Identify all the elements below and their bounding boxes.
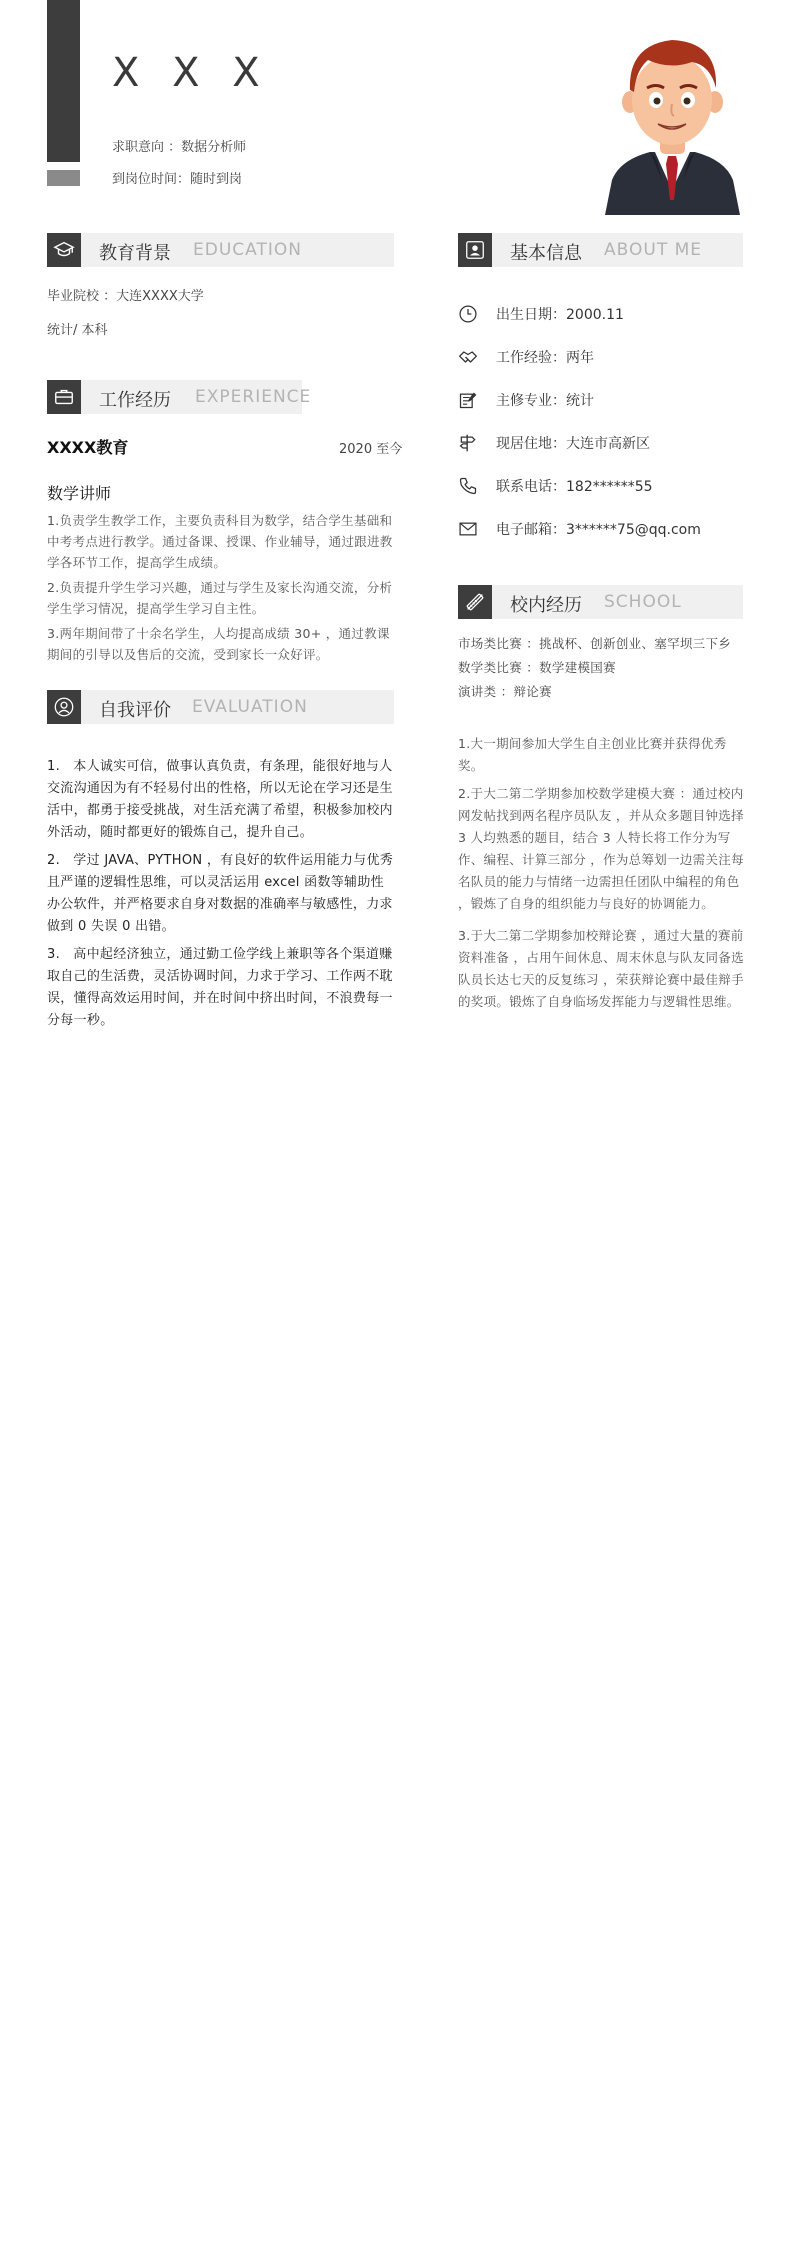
header-grey-bar: [47, 170, 80, 186]
about-row-text: 现居住地：大连市高新区: [496, 436, 650, 452]
work-duties: [47, 510, 395, 665]
work-section-header: [47, 380, 312, 414]
phone-icon: [458, 476, 478, 496]
section-title-cn: 自我评价: [99, 700, 171, 721]
evaluation-item: 1. 本人诚实可信，做事认真负责，有条理，能很好地与人交流沟通因为有不轻易付出的性格，所以无论在学习还是生活中，都勇于接受挑战，对生活充满了希望，积极参加校内外活动，随时都更好的锻炼自己，提升自己。: [47, 759, 393, 840]
section-title-en: ABOUT ME: [604, 240, 703, 260]
id-card-icon: [458, 233, 492, 267]
work-duty-item: 3.两年期间带了十余名学生，人均提高成绩 30+ ，通过教课期间的引导以及售后的交流，受到家长一众好评。: [47, 626, 390, 662]
job-intent: 求职意向 ：数据分析师: [112, 140, 247, 155]
section-title-en: EDUCATION: [193, 240, 302, 260]
clock-icon: [458, 304, 478, 324]
evaluation-section-header: [47, 690, 394, 724]
work-duty-item: 2.负责提升学生学习兴趣，通过与学生及家长沟通交流，分析学生学习情况，提高学生学习自主性。: [47, 580, 393, 616]
section-title-en: EXPERIENCE: [195, 387, 312, 407]
signpost-icon: [458, 433, 478, 453]
school-section-header: [458, 585, 743, 619]
about-row-text: 电子邮箱：3******75@qq.com: [496, 522, 701, 538]
section-title-en: SCHOOL: [604, 592, 682, 612]
about-section-header: [458, 233, 743, 267]
about-row-text: 联系电话：182******55: [496, 479, 653, 495]
school-item: 1.大一期间参加大学生自主创业比赛并获得优秀奖。: [458, 736, 727, 773]
section-title-cn: 教育背景: [99, 243, 171, 264]
section-title-cn: 基本信息: [510, 243, 582, 264]
work-position: 数学讲师: [47, 484, 112, 503]
about-row-text: 主修专业：统计: [496, 393, 594, 409]
briefcase-icon: [47, 380, 81, 414]
work-duty-item: 1.负责学生教学工作，主要负责科目为数学，结合学生基础和中考考点进行教学。通过备课、授课、作业辅导，通过跟进教学各环节工作，提高学生成绩。: [47, 513, 393, 570]
availability: 到岗位时间：随时到岗: [112, 172, 243, 187]
school-items: [458, 733, 744, 1013]
education-section-header: [47, 233, 394, 267]
about-row-text: 出生日期：2000.11: [496, 307, 624, 323]
evaluation-item: 3. 高中起经济独立，通过勤工俭学线上兼职等各个渠道赚取自己的生活费，灵活协调时间，力求于学习、工作两不耽误，懂得高效运用时间，并在时间中挤出时间，不浪费每一分每一秒。: [47, 947, 393, 1028]
section-title-cn: 校内经历: [510, 595, 582, 616]
candidate-name: X X X: [112, 50, 270, 96]
mail-icon: [458, 519, 478, 539]
school-item: 2.于大二第二学期参加校数学建模大赛 ：通过校内网发帖找到两名程序员队友 ，并从众多题目钟选择 3 人均熟悉的题目，结合 3 人特长将工作分为写作、编程、计算三部分 ，作为总筹划一边需关注每名队员的能力与情绪一边需担任团队中编程的角色 ，锻炼了自身的组织能力与良好的协调能力。: [458, 786, 744, 911]
section-title-cn: 工作经历: [99, 390, 171, 411]
work-company: XXXX教育: [47, 438, 129, 457]
avatar: [600, 30, 745, 215]
about-row-text: 工作经验：两年: [496, 350, 594, 366]
school-line: 数学类比赛 ：数学建模国赛: [458, 660, 616, 675]
evaluation-list: [47, 756, 395, 1032]
school-competitions: [458, 633, 744, 702]
education-major: 统计/ 本科: [47, 323, 108, 338]
work-period: 2020 至今: [339, 442, 403, 457]
handshake-icon: [458, 347, 478, 367]
person-icon: [47, 690, 81, 724]
book-pen-icon: [458, 390, 478, 410]
graduation-cap-icon: [47, 233, 81, 267]
education-school: 毕业院校 ：大连XXXX大学: [47, 289, 204, 304]
school-line: 演讲类 ：辩论赛: [458, 684, 552, 699]
header-dark-bar: [47, 0, 80, 162]
school-line: 市场类比赛 ：挑战杯、创新创业、塞罕坝三下乡: [458, 636, 732, 651]
ruler-pencil-icon: [458, 585, 492, 619]
school-item: 3.于大二第二学期参加校辩论赛 ，通过大量的赛前资料准备 ，占用午间休息、周末休息与队友同备选队员长达七天的反复练习 ，荣获辩论赛中最佳辩手的奖项。锻炼了自身临场发挥能力与逻辑性思维。: [458, 928, 744, 1009]
evaluation-item: 2. 学过 JAVA、PYTHON ，有良好的软件运用能力与优秀且严谨的逻辑性思维，可以灵活运用 excel 函数等辅助性办公软件，并严格要求自身对数据的准确率与敏感性，力求做到 0 失误 0 出错。: [47, 853, 394, 934]
section-title-en: EVALUATION: [192, 697, 308, 717]
